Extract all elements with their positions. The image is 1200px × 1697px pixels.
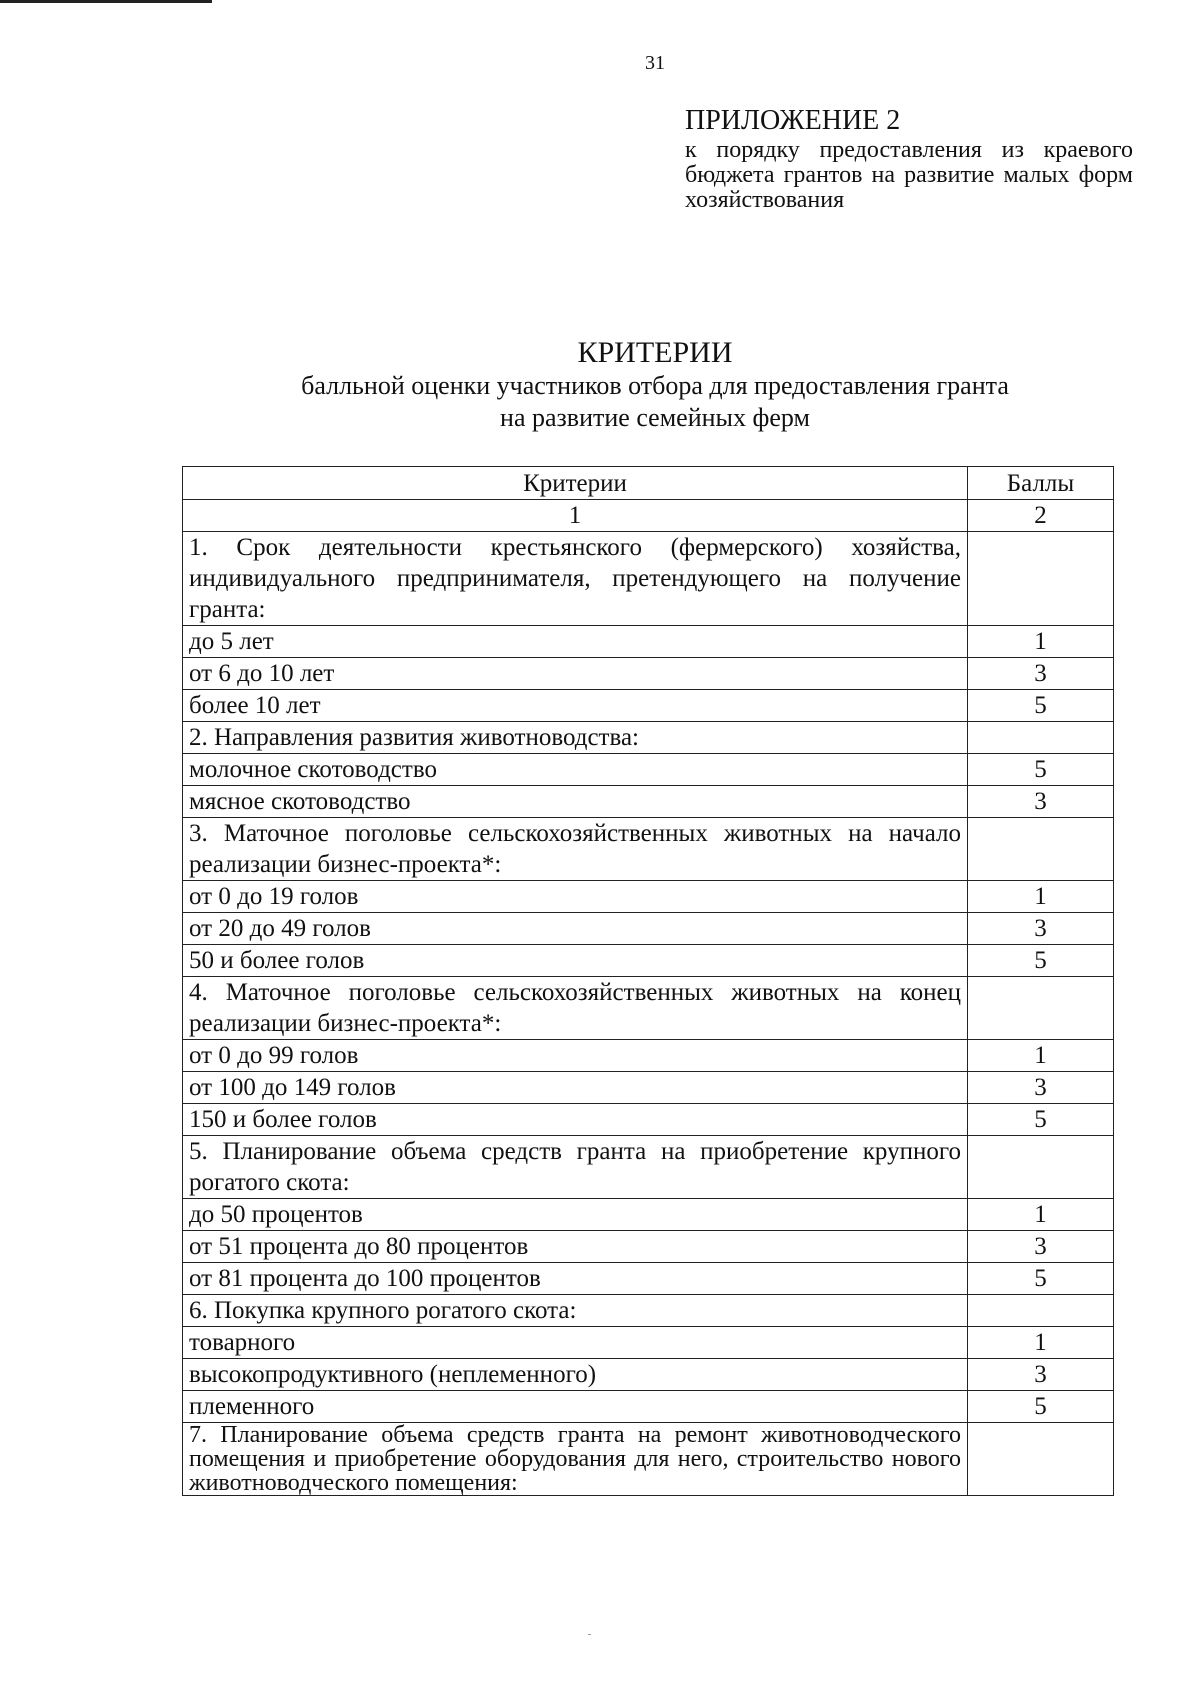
points-value: 5 [968, 690, 1114, 722]
criteria-text: от 81 процента до 100 процентов [183, 1263, 968, 1295]
criteria-text: 150 и более голов [183, 1104, 968, 1136]
criteria-option-row [183, 1327, 1114, 1359]
points-value [968, 818, 1114, 881]
criteria-text: от 51 процента до 80 процентов [183, 1231, 968, 1263]
criteria-table-body [183, 532, 1114, 1496]
criteria-option-row [183, 913, 1114, 945]
document-subtitle [0, 370, 1200, 434]
criteria-option-row [183, 690, 1114, 722]
appendix-text: к порядку предоставления из краевого бюджета грантов на развитие малых форм хозяйствования [685, 137, 1133, 213]
points-value: 5 [968, 945, 1114, 977]
points-value: 3 [968, 1072, 1114, 1104]
points-value: 5 [968, 754, 1114, 786]
criteria-text: мясное скотоводство [183, 786, 968, 818]
top-rule [0, 0, 212, 3]
points-value: 5 [968, 1263, 1114, 1295]
points-value [968, 1136, 1114, 1199]
points-value: 3 [968, 913, 1114, 945]
points-value: 1 [968, 626, 1114, 658]
criteria-option-row [183, 1231, 1114, 1263]
points-value: 5 [968, 1104, 1114, 1136]
criteria-section-row [183, 818, 1114, 881]
criteria-text: 50 и более голов [183, 945, 968, 977]
document-title: КРИТЕРИИ [577, 336, 733, 369]
table-column-number-row [183, 500, 1114, 532]
points-value: 1 [968, 1040, 1114, 1072]
criteria-option-row [183, 1391, 1114, 1423]
points-value: 3 [968, 1359, 1114, 1391]
criteria-text: от 0 до 19 голов [183, 881, 968, 913]
criteria-text: от 0 до 99 голов [183, 1040, 968, 1072]
criteria-section-row [183, 722, 1114, 754]
criteria-section-row [183, 1423, 1114, 1496]
criteria-text: от 100 до 149 голов [183, 1072, 968, 1104]
criteria-option-row [183, 1199, 1114, 1231]
criteria-section-row [183, 1136, 1114, 1199]
document-subtitle-line-2: на развитие семейных ферм [500, 403, 810, 432]
criteria-option-row [183, 658, 1114, 690]
points-value [968, 1295, 1114, 1327]
points-value: 3 [968, 658, 1114, 690]
criteria-text: высокопродуктивного (неплеменного) [183, 1359, 968, 1391]
criteria-option-row [183, 1072, 1114, 1104]
header-criteria: Критерии [183, 467, 968, 500]
criteria-table [182, 466, 1114, 1496]
criteria-option-row [183, 786, 1114, 818]
criteria-text: до 50 процентов [183, 1199, 968, 1231]
criteria-option-row [183, 1359, 1114, 1391]
criteria-option-row [183, 754, 1114, 786]
points-value: 3 [968, 1231, 1114, 1263]
points-value: 1 [968, 881, 1114, 913]
points-value: 1 [968, 1199, 1114, 1231]
points-value: 5 [968, 1391, 1114, 1423]
criteria-section-row [183, 977, 1114, 1040]
column-number-1: 1 [183, 500, 968, 532]
points-value: 3 [968, 786, 1114, 818]
criteria-text: 5. Планирование объема средств гранта на приобретение крупного рогатого скота: [183, 1136, 968, 1199]
points-value [968, 1423, 1114, 1496]
header-points: Баллы [968, 467, 1114, 500]
criteria-option-row [183, 1104, 1114, 1136]
points-value [968, 977, 1114, 1040]
criteria-text: от 20 до 49 голов [183, 913, 968, 945]
criteria-option-row [183, 881, 1114, 913]
criteria-option-row [183, 945, 1114, 977]
points-value [968, 532, 1114, 626]
criteria-section-row [183, 1295, 1114, 1327]
criteria-text: 6. Покупка крупного рогатого скота: [183, 1295, 968, 1327]
criteria-text: 1. Срок деятельности крестьянского (фермерского) хозяйства, индивидуального предпринимателя, претендующего на получение гранта: [183, 532, 968, 626]
criteria-option-row [183, 1040, 1114, 1072]
criteria-option-row [183, 626, 1114, 658]
appendix-block [685, 104, 1133, 213]
table-header-row [183, 467, 1114, 500]
criteria-text: племенного [183, 1391, 968, 1423]
criteria-text: 7. Планирование объема средств гранта на ремонт животноводческого помещения и приобретение оборудования для него, строительство нового животноводческого помещения: [183, 1423, 968, 1496]
appendix-title: ПРИЛОЖЕНИЕ 2 [685, 105, 901, 136]
criteria-text: более 10 лет [183, 690, 968, 722]
criteria-text: от 6 до 10 лет [183, 658, 968, 690]
criteria-text: молочное скотоводство [183, 754, 968, 786]
criteria-text: 3. Маточное поголовье сельскохозяйственных животных на начало реализации бизнес-проекта*: [183, 818, 968, 881]
criteria-section-row [183, 532, 1114, 626]
criteria-text: до 5 лет [183, 626, 968, 658]
criteria-text: товарного [183, 1327, 968, 1359]
criteria-text: 4. Маточное поголовье сельскохозяйственных животных на конец реализации бизнес-проекта*: [183, 977, 968, 1040]
column-number-2: 2 [968, 500, 1114, 532]
document-subtitle-line-1: балльной оценки участников отбора для предоставления гранта [301, 371, 1009, 400]
points-value [968, 722, 1114, 754]
points-value: 1 [968, 1327, 1114, 1359]
criteria-option-row [183, 1263, 1114, 1295]
scan-mark [588, 1634, 591, 1635]
criteria-text: 2. Направления развития животноводства: [183, 722, 968, 754]
page-number: 31 [645, 52, 665, 74]
